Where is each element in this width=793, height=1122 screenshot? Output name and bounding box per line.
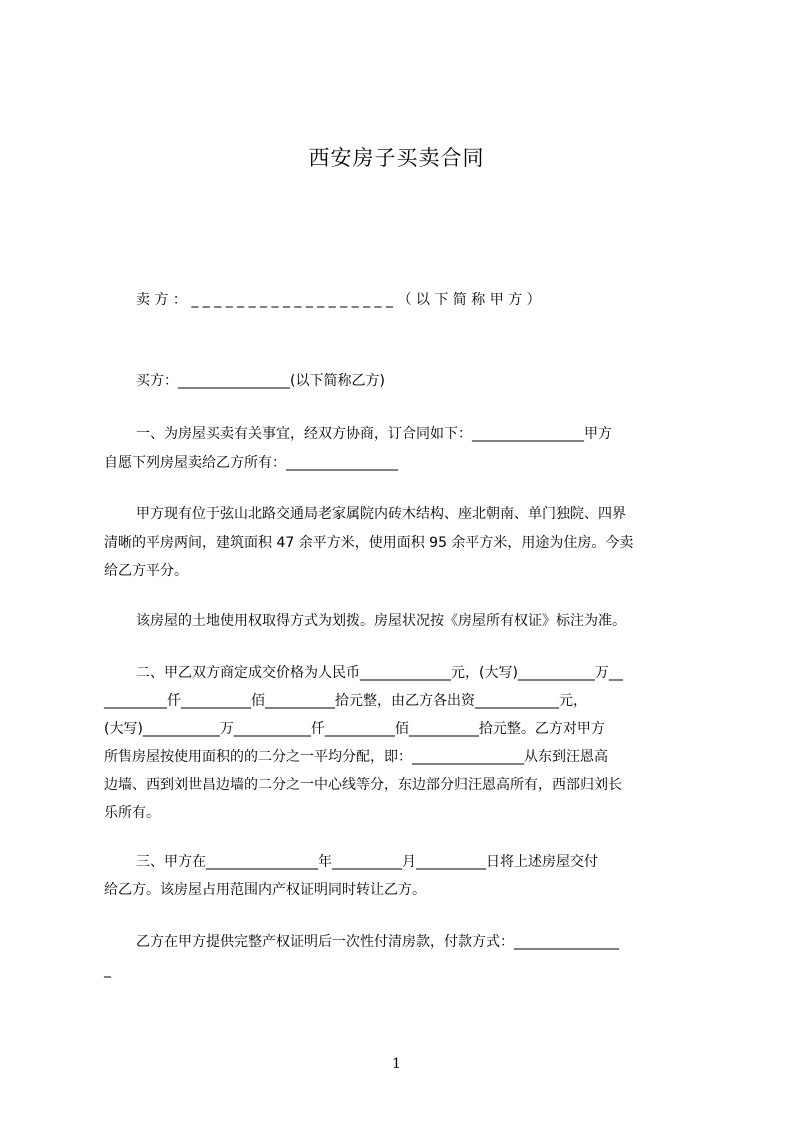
seller-line: 卖 方 ： _ _ _ _ _ _ _ _ _ _ _ _ _ _ _ _ _ _ （ 以 下 简 称 甲 方 ） [136,292,541,308]
section2-line3: (大写)___________万___________仟__________佰__________拾元整。乙方对甲方 [104,721,605,737]
section2-line6: 乐所有。 [104,805,160,821]
section1-line2: 自愿下列房屋卖给乙方所有：________________ [104,455,398,471]
section2-line1: 二、甲乙双方商定成交价格为人民币_____________元，(大写)___________万__ [136,665,623,681]
property-desc-line1: 甲方现有位于弦山北路交通局老家属院内砖木结构、座北朝南、单门独院、四界 [136,506,626,522]
buyer-line: 买方：________________(以下简称乙方) [136,373,385,389]
payment-line2: _ [104,962,111,978]
property-desc-line3: 给乙方平分。 [104,563,188,579]
payment-line1: 乙方在甲方提供完整产权证明后一次性付清房款，付款方式：_______________ [136,934,619,950]
section3-line2: 给乙方。该房屋占用范围内产权证明同时转让乙方。 [104,882,426,898]
section2-line5: 边墙、西到刘世昌边墙的二分之一中心线等分，东边部分归汪恩高所有，西部归刘长 [104,777,622,793]
section1-line1: 一、为房屋买卖有关事宜，经双方协商，订合同如下：________________甲方 [136,426,612,442]
section2-line4: 所售房屋按使用面积的的二分之一平均分配，即：________________从东到汪恩高 [104,749,608,765]
land-use-line: 该房屋的土地使用权取得方式为划拨。房屋状况按《房屋所有权证》标注为准。 [136,613,626,629]
page-number: 1 [392,1056,401,1072]
section2-line2: _________仟__________佰__________拾元整，由乙方各出资____________元， [104,693,587,709]
page-title: 西安房子买卖合同 [308,146,485,170]
property-desc-line2: 清晰的平房两间，建筑面积 47 余平方米，使用面积 95 余平方米，用途为住房。今卖 [104,535,634,551]
section3-line1: 三、甲方在________________年__________月__________日将上述房屋交付 [136,854,598,870]
